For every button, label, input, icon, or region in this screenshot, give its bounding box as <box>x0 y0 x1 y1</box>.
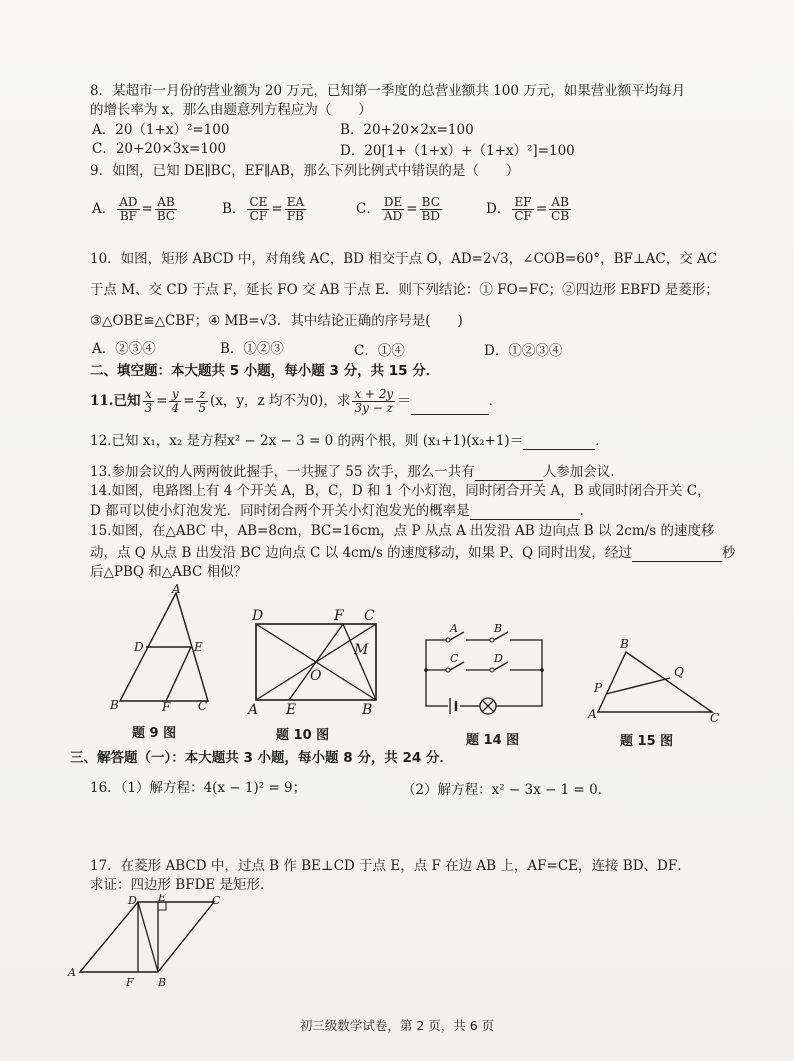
q9-option-d: D． $\frac{EF}{CF}$ = $\frac{AB}{CB}$ <box>486 195 570 223</box>
fig14-label-a: A <box>450 622 458 635</box>
q14-line2: D 都可以使小灯泡发光．同时闭合两个开关小灯泡发光的概率是 ． <box>90 503 594 519</box>
q12-line: 12.已知 x₁，x₂ 是方程x² − 2x − 3 = 0 的两个根，则 (x₁+1)(x₂+1)＝ ． <box>90 433 609 449</box>
fig15-label-p: P <box>594 681 603 695</box>
fig17-label-f: F <box>126 976 134 989</box>
fig10-label-b: B <box>362 702 373 716</box>
fig10-label-e: E <box>286 702 297 716</box>
q9-line1: 9．如图，已知 DE∥BC，EF∥AB，那么下列比例式中错误的是（ ） <box>90 163 520 179</box>
fig10-label-a: A <box>248 702 259 716</box>
q17-line1: 17．在菱形 ABCD 中，过点 B 作 BE⊥CD 于点 E，点 F 在边 AB 上，AF=CE，连接 BD、DF． <box>90 858 691 874</box>
q8-option-c: C．20+20×3x=100 <box>92 141 227 157</box>
fig17-label-b: B <box>158 976 167 989</box>
q11-answer-blank[interactable] <box>411 414 489 415</box>
fig15-label-a: A <box>588 707 597 721</box>
fig9-label-d: D <box>134 640 144 654</box>
fig17-label-c: C <box>212 894 221 907</box>
fig9-label-a: A <box>172 583 181 596</box>
figure-10-caption: 题 10 图 <box>276 728 330 743</box>
q12-answer-blank[interactable] <box>523 449 595 450</box>
figure-15 <box>586 636 724 728</box>
q10-option-c: C．①④ <box>354 343 405 359</box>
q10-option-d: D．①②③④ <box>484 343 563 359</box>
fig9-label-f: F <box>162 700 171 713</box>
fig14-label-c: C <box>450 652 459 665</box>
figure-9 <box>100 583 220 713</box>
q9-option-b: B． $\frac{CE}{CF}$ = $\frac{EA}{FB}$ <box>222 195 305 223</box>
q10-option-a: A．②③④ <box>92 341 156 357</box>
q10-line1: 10．如图，矩形 ABCD 中，对角线 AC，BD 相交于点 O，AD=2√3，∠COB=60°，BF⊥AC，交 AC <box>90 251 718 267</box>
section-3-heading: 三、解答题（一）：本大题共 3 小题，每小题 8 分，共 24 分． <box>70 750 454 766</box>
figure-14 <box>418 620 550 718</box>
q15-line3: 后△PBQ 和△ABC 相似？ <box>90 564 248 580</box>
figure-17 <box>66 894 236 994</box>
q16-part2: （2）解方程：x² − 3x − 1 = 0． <box>402 782 612 798</box>
q9-option-c: C． $\frac{DE}{AD}$ = $\frac{BC}{BD}$ <box>356 195 440 223</box>
q17-line2: 求证：四边形 BFDE 是矩形． <box>90 877 274 893</box>
page-footer: 初三级数学试卷，第 2 页，共 6 页 <box>299 1018 495 1033</box>
figure-15-caption: 题 15 图 <box>620 734 674 749</box>
fig14-label-b: B <box>494 622 503 635</box>
q8-option-d: D．20[1+（1+x）+（1+x）²]=100 <box>340 143 575 159</box>
fig17-label-a: A <box>68 966 76 979</box>
q8-line2: 的增长率为 x，那么由题意列方程应为（ ） <box>90 102 372 118</box>
q13-answer-blank[interactable] <box>475 480 543 481</box>
q9-option-a: A． $\frac{AD}{BF}$ = $\frac{AB}{BC}$ <box>92 195 176 223</box>
q10-option-b: B．①②③ <box>220 341 284 357</box>
fig10-label-c: C <box>364 608 375 624</box>
fig9-label-c: C <box>198 699 208 713</box>
fig15-label-q: Q <box>674 665 684 679</box>
q10-line2: 于点 M、交 CD 于点 F，延长 FO 交 AB 于点 E．则下列结论：① FO=FC；②四边形 EBFD 是菱形； <box>90 282 719 298</box>
section-2-heading: 二、填空题：本大题共 5 小题，每小题 3 分，共 15 分． <box>90 363 440 379</box>
fig15-label-b: B <box>620 637 629 651</box>
fig17-label-e: E <box>158 894 167 904</box>
fig14-label-d: D <box>494 652 503 665</box>
q8-option-a: A．20（1+x）²=100 <box>92 122 230 138</box>
fig17-label-d: D <box>128 894 137 907</box>
q15-line2: 动，点 Q 从点 B 出发沿 BC 边向点 C 以 4cm/s 的速度移动，如果 P、Q 同时出发，经过 秒 <box>90 545 736 561</box>
fig10-label-f: F <box>334 608 344 624</box>
q10-line3: ③△OBE≌△CBF；④ MB=√3．其中结论正确的序号是( ) <box>90 313 463 329</box>
q14-line1: 14.如图，电路图上有 4 个开关 A，B，C，D 和 1 个小灯泡，同时闭合开关 A，B 或同时闭合开关 C， <box>90 483 711 499</box>
q11-line: 11.已知 $\frac{x}{3}$ = $\frac{y}{4}$ = $\frac{z}{5}$ (x，y，z 均不为0)，求 $\frac{x + 2y}{3y - z}$ ＝ ． <box>90 387 503 415</box>
fig9-label-b: B <box>110 698 119 712</box>
q14-answer-blank[interactable] <box>470 519 580 520</box>
q8-line1: 8．某超市一月份的营业额为 20 万元，已知第一季度的总营业额共 100 万元，如果营业额平均每月 <box>90 83 686 99</box>
q15-answer-blank[interactable] <box>632 561 722 562</box>
q13-line: 13.参加会议的人两两彼此握手，一共握了 55 次手，那么一共有 人参加会议． <box>90 464 624 480</box>
q8-option-b: B．20+20×2x=100 <box>340 122 474 138</box>
figure-14-caption: 题 14 图 <box>466 733 520 748</box>
fig10-label-m: M <box>354 642 369 658</box>
figure-9-caption: 题 9 图 <box>132 726 177 741</box>
fig10-label-o: O <box>310 668 322 684</box>
fig10-label-d: D <box>252 608 264 624</box>
figure-10 <box>246 604 386 716</box>
q15-line1: 15.如图，在△ABC 中，AB=8cm，BC=16cm，点 P 从点 A 出发沿 AB 边向点 B 以 2cm/s 的速度移 <box>90 523 715 539</box>
q16-part1: 16．（1）解方程：4(x − 1)² = 9； <box>90 780 307 796</box>
fig15-label-c: C <box>710 711 720 725</box>
fig9-label-e: E <box>194 640 203 654</box>
